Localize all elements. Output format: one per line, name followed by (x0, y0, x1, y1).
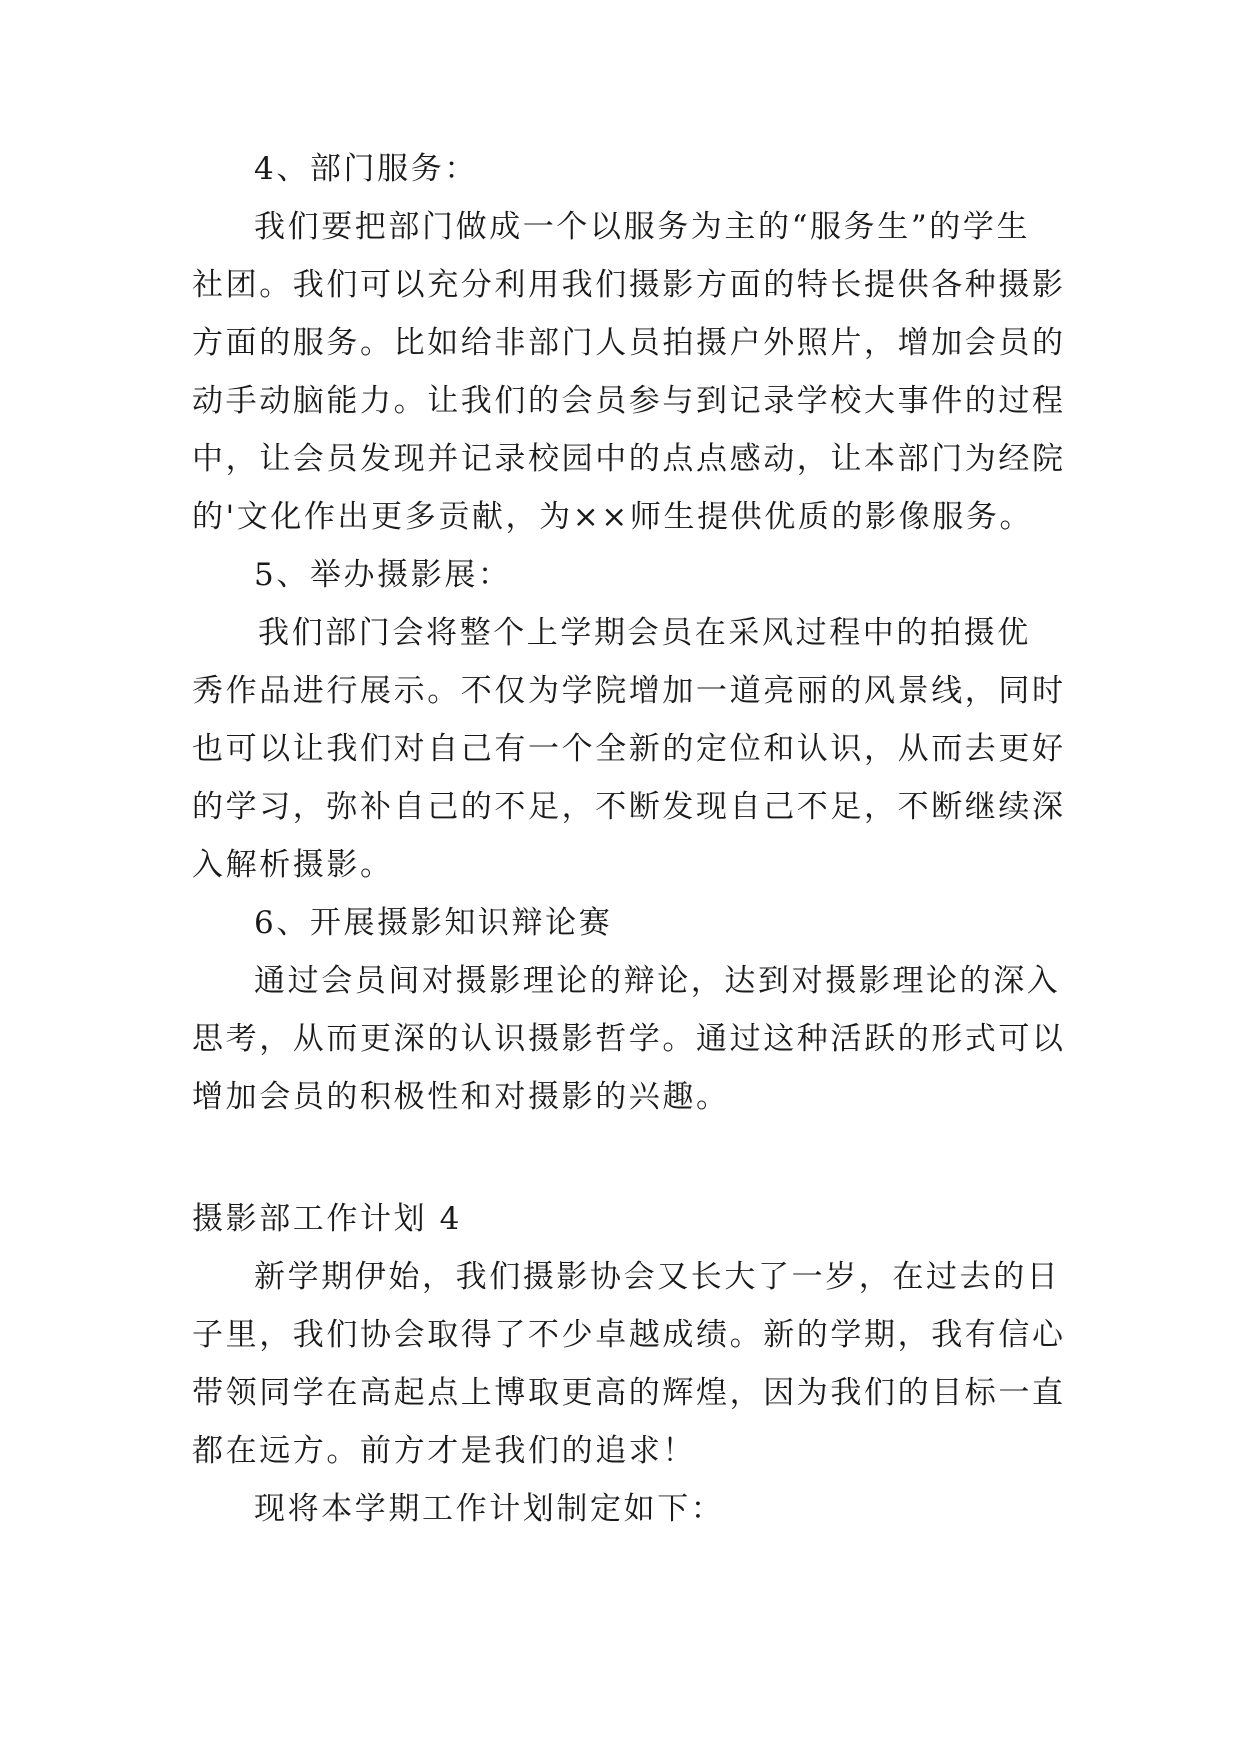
paragraph-line: 通过会员间对摄影理论的辩论，达到对摄影理论的深入 (254, 963, 1061, 999)
paragraph-line: 入解析摄影。 (192, 847, 394, 883)
section-heading-5: 5、举办摄影展： (254, 557, 512, 593)
paragraph-line: 动手动脑能力。让我们的会员参与到记录学校大事件的过程 (192, 383, 1066, 419)
paragraph-line: 增加会员的积极性和对摄影的兴趣。 (192, 1079, 730, 1115)
paragraph-line: 思考，从而更深的认识摄影哲学。通过这种活跃的形式可以 (192, 1021, 1066, 1057)
paragraph-line: 也可以让我们对自己有一个全新的定位和认识，从而去更好 (192, 731, 1066, 767)
paragraph-line: 我们要把部门做成一个以服务为主的“服务生”的学生 (254, 209, 1031, 245)
section-heading-4: 4、部门服务： (254, 151, 478, 187)
paragraph-line: 社团。我们可以充分利用我们摄影方面的特长提供各种摄影 (192, 267, 1066, 303)
paragraph-line: 的'文化作出更多贡献，为××师生提供优质的影像服务。 (192, 499, 1034, 535)
paragraph-line: 秀作品进行展示。不仅为学院增加一道亮丽的风景线，同时 (192, 673, 1066, 709)
paragraph-line: 都在远方。前方才是我们的追求！ (192, 1433, 696, 1469)
plan-title: 摄影部工作计划 4 (192, 1201, 462, 1237)
paragraph-line: 带领同学在高起点上博取更高的辉煌，因为我们的目标一直 (192, 1375, 1066, 1411)
section-heading-6: 6、开展摄影知识辩论赛 (254, 905, 613, 941)
paragraph-line: 中，让会员发现并记录校园中的点点感动，让本部门为经院 (192, 441, 1066, 477)
paragraph-line: 方面的服务。比如给非部门人员拍摄户外照片，增加会员的 (192, 325, 1066, 361)
paragraph-line: 子里，我们协会取得了不少卓越成绩。新的学期，我有信心 (192, 1317, 1066, 1353)
paragraph-line: 现将本学期工作计划制定如下： (254, 1491, 725, 1527)
paragraph-line: 新学期伊始，我们摄影协会又长大了一岁，在过去的日 (254, 1259, 1061, 1295)
paragraph-line: 我们部门会将整个上学期会员在采风过程中的拍摄优 (258, 615, 1031, 651)
paragraph-line: 的学习，弥补自己的不足，不断发现自己不足，不断继续深 (192, 789, 1066, 825)
